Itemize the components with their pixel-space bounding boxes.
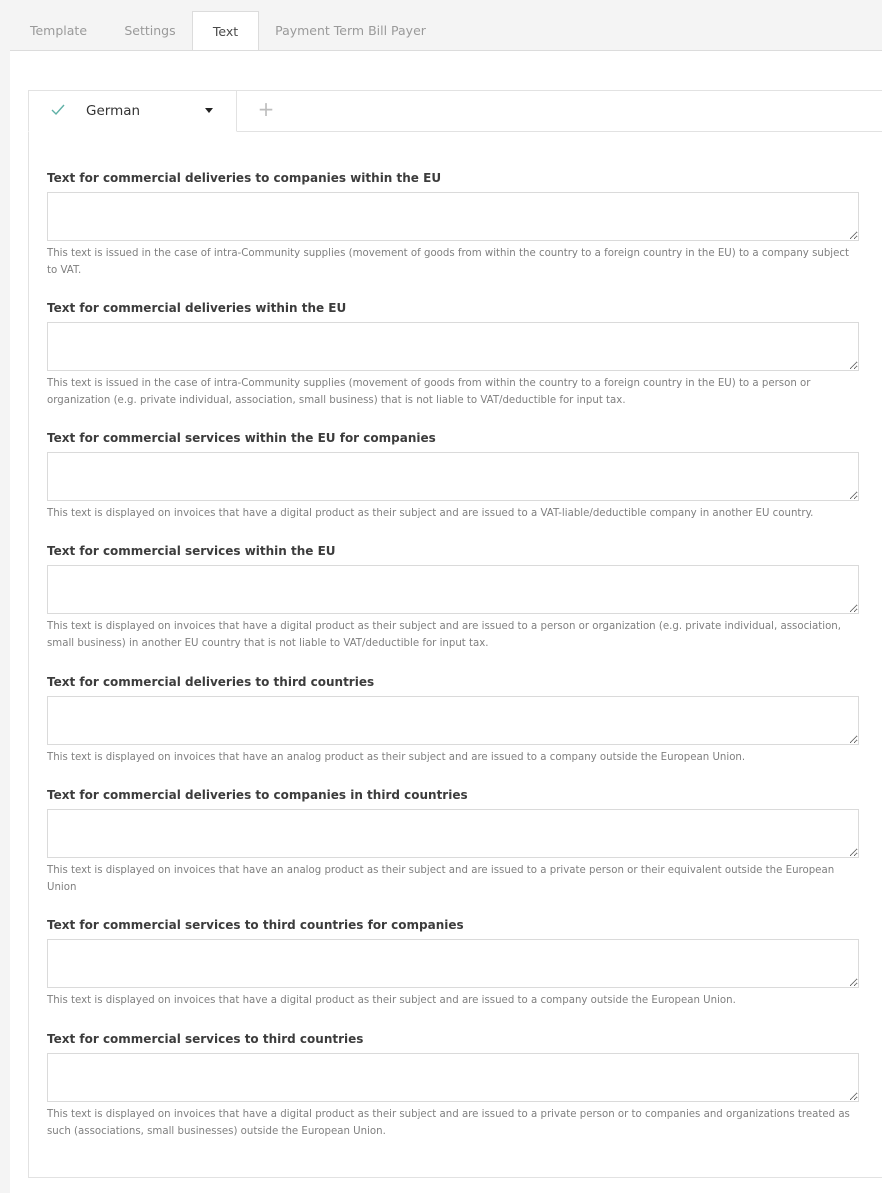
field-label: Text for commercial deliveries to companies within the EU xyxy=(47,171,442,185)
field-help-text: This text is issued in the case of intra-Community supplies (movement of goods from within the country to a foreign country in the EU) to a company subject to VAT. xyxy=(47,248,850,276)
field-services-companies-third-countries xyxy=(47,917,859,1009)
language-tabs-divider xyxy=(237,131,882,132)
field-services-eu xyxy=(47,543,859,652)
tab-payment-term-bill-payer[interactable]: Payment Term Bill Payer xyxy=(275,23,426,38)
field-help-text: This text is displayed on invoices that have a digital product as their subject and are issued to a VAT-liable/deductible company in another EU country. xyxy=(47,508,814,519)
field-label: Text for commercial services to third countries xyxy=(47,1032,364,1046)
language-tab-german[interactable] xyxy=(28,90,237,132)
text-input[interactable] xyxy=(47,809,859,858)
text-input[interactable] xyxy=(47,1053,859,1102)
text-input[interactable] xyxy=(47,322,859,371)
caret-down-icon[interactable] xyxy=(205,108,213,113)
field-help-text: This text is displayed on invoices that have a digital product as their subject and are issued to a company outside the European Union. xyxy=(47,995,736,1006)
field-help-text: This text is displayed on invoices that have an analog product as their subject and are issued to a private person or their equivalent outside the European Union xyxy=(47,865,835,893)
language-label: German xyxy=(86,103,141,119)
field-label: Text for commercial deliveries within the EU xyxy=(47,301,347,315)
field-help-text: This text is issued in the case of intra-Community supplies (movement of goods from within the country to a foreign country in the EU) to a person or organization (e.g. private individual, association, small business) that is not liable to VAT/deductible for input tax. xyxy=(47,378,811,406)
field-deliveries-third-countries xyxy=(47,674,859,766)
check-icon xyxy=(51,100,65,120)
field-label: Text for commercial deliveries to companies in third countries xyxy=(47,788,468,802)
field-help-text: This text is displayed on invoices that have a digital product as their subject and are issued to a person or organization (e.g. private individual, association, small business) in another EU country that is not liable to VAT/deductible for input tax. xyxy=(47,621,841,649)
field-help-text: This text is displayed on invoices that have an analog product as their subject and are issued to a company outside the European Union. xyxy=(47,752,746,763)
tab-settings[interactable]: Settings xyxy=(124,23,176,38)
field-help-text: This text is displayed on invoices that have a digital product as their subject and are issued to a private person or to companies and organizations treated as such (associations, small businesses) outside the European Union. xyxy=(47,1109,850,1137)
field-services-third-countries xyxy=(47,1031,859,1140)
text-input[interactable] xyxy=(47,192,859,241)
text-input[interactable] xyxy=(47,939,859,988)
field-label: Text for commercial deliveries to third countries xyxy=(47,675,375,689)
text-input[interactable] xyxy=(47,565,859,614)
plus-icon[interactable]: + xyxy=(257,97,275,121)
field-services-companies-eu xyxy=(47,430,859,522)
field-deliveries-companies-third-countries xyxy=(47,787,859,896)
field-deliveries-companies-eu xyxy=(47,170,859,279)
field-deliveries-eu xyxy=(47,300,859,409)
text-input[interactable] xyxy=(47,452,859,501)
text-input[interactable] xyxy=(47,696,859,745)
field-label: Text for commercial services within the EU for companies xyxy=(47,431,436,445)
field-label: Text for commercial services to third countries for companies xyxy=(47,918,464,932)
tab-bar xyxy=(0,0,882,50)
tab-text[interactable]: Text xyxy=(192,11,259,51)
field-label: Text for commercial services within the EU xyxy=(47,544,336,558)
tab-template[interactable]: Template xyxy=(29,23,88,38)
